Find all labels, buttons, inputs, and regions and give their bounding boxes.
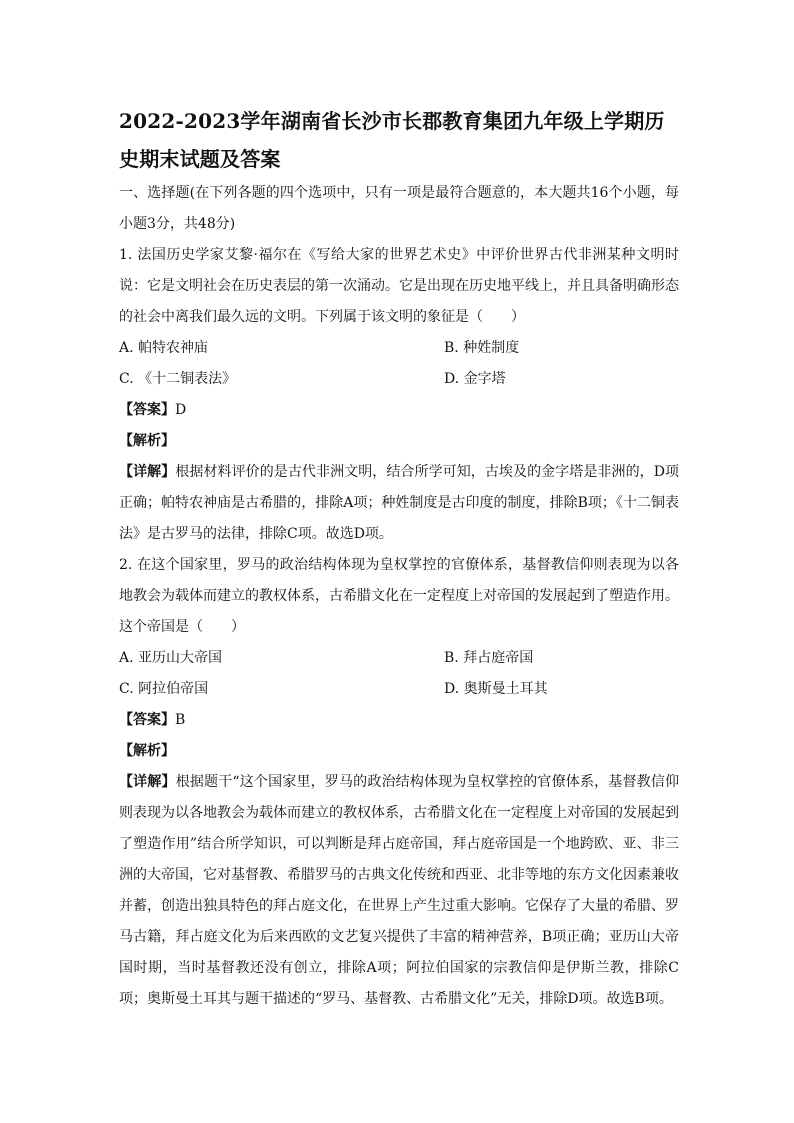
detail-label: 【详解】 <box>119 774 176 790</box>
detail-label: 【详解】 <box>119 464 176 480</box>
options-row <box>119 333 679 364</box>
option-d: D. 金字塔 <box>444 371 506 387</box>
options-row <box>119 643 679 674</box>
detail-text: 根据题干“这个国家里，罗马的政治结构体现为皇权掌控的官僚体系，基督教信仰则表现为以各地教会为载体而建立的教权体系，古希腊文化在一定程度上对帝国的发展起到了塑造作用”结合所学知识，可以判断是拜占庭帝国，拜占庭帝国是一个地跨欧、亚、非三洲的大帝国，它对基督教、希腊罗马的古典文化传统和西亚、北非等地的东方文化因素兼收并蓄，创造出独具特色的拜占庭文化，在世界上产生过重大影响。它保存了大量的希腊、罗马古籍，拜占庭文化为后来西欧的文艺复兴提供了丰富的精神营养，B项正确；亚历山大帝国时期，当时基督教还没有创立，排除A项；阿拉伯国家的宗教信仰是伊斯兰教，排除C项；奥斯曼土耳其与题干描述的“罗马、基督教、古希腊文化”无关，排除D项。故选B项。 <box>119 774 680 1007</box>
option-a: A. 亚历山大帝国 <box>119 650 223 666</box>
answer-line <box>119 395 679 426</box>
answer-line <box>119 705 679 736</box>
option-b: B. 拜占庭帝国 <box>444 650 534 666</box>
options-row <box>119 364 679 395</box>
detail-paragraph <box>119 767 679 1015</box>
option-c: C. 阿拉伯帝国 <box>119 681 209 697</box>
document-title: 2022-2023学年湖南省长沙市长郡教育集团九年级上学期历史期末试题及答案 <box>119 109 665 171</box>
section-heading: 一、选择题(在下列各题的四个选项中，只有一项是最符合题意的，本大题共16个小题，每小题3分，共48分) <box>119 185 679 232</box>
document-content <box>119 102 679 1015</box>
answer-label: 【答案】 <box>119 402 175 418</box>
analysis-label: 【解析】 <box>119 743 175 759</box>
option-b: B. 种姓制度 <box>444 340 520 356</box>
answer-label: 【答案】 <box>119 712 175 728</box>
answer-value: D <box>175 402 187 418</box>
answer-value: B <box>175 712 186 728</box>
option-a: A. 帕特农神庙 <box>119 340 209 356</box>
option-c: C. 《十二铜表法》 <box>119 371 237 387</box>
question-1 <box>119 240 679 550</box>
analysis-label: 【解析】 <box>119 433 175 449</box>
question-stem: 1. 法国历史学家艾黎·福尔在《写给大家的世界艺术史》中评价世界古代非洲某种文明时说：它是文明社会在历史表层的第一次涌动。它是出现在历史地平线上，并且具备明确形态的社会中离我们最久远的文明。下列属于该文明的象征是（ ） <box>119 247 679 325</box>
detail-text: 根据材料评价的是古代非洲文明，结合所学可知，古埃及的金字塔是非洲的，D项正确；帕特农神庙是古希腊的，排除A项；种姓制度是古印度的制度，排除B项；《十二铜表法》是古罗马的法律，排除C项。故选D项。 <box>119 464 680 542</box>
question-2 <box>119 550 679 1015</box>
detail-paragraph <box>119 457 679 550</box>
options-row <box>119 674 679 705</box>
question-stem: 2. 在这个国家里，罗马的政治结构体现为皇权掌控的官僚体系，基督教信仰则表现为以各地教会为载体而建立的教权体系，古希腊文化在一定程度上对帝国的发展起到了塑造作用。这个帝国是（ ） <box>119 557 679 635</box>
option-d: D. 奥斯曼土耳其 <box>444 681 548 697</box>
